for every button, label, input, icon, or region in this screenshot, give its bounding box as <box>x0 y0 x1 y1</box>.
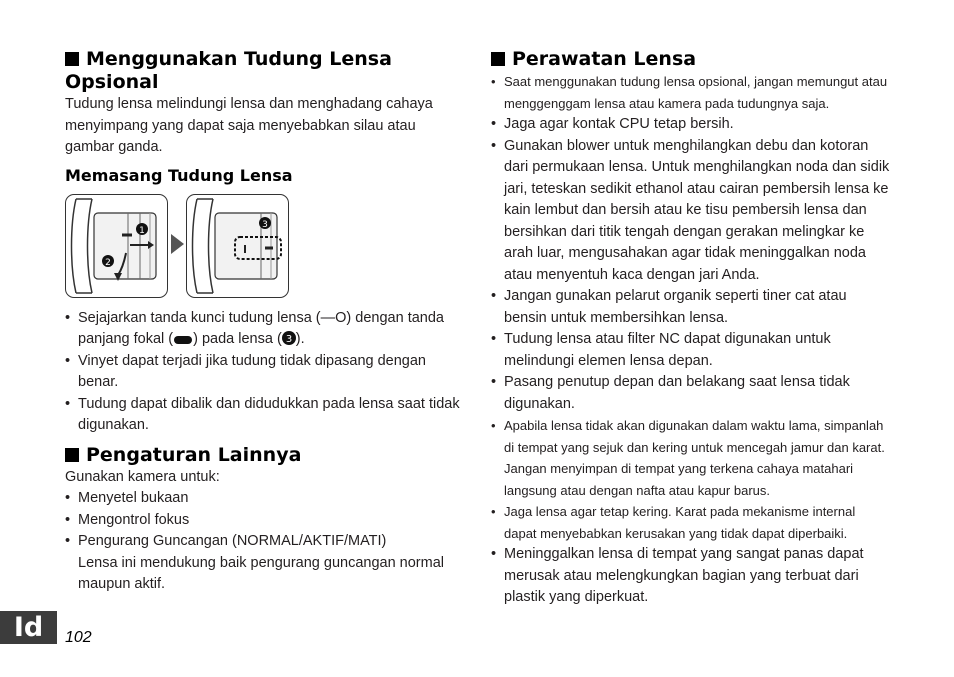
list-item: • Mengontrol fokus <box>65 510 460 532</box>
figure-step-align <box>65 194 168 298</box>
list-item: • Jaga agar kontak CPU tetap bersih. <box>491 114 891 136</box>
step-3-badge-icon <box>282 331 296 345</box>
list-item: • Sejajarkan tanda kunci tudung lensa (—O) dengan tanda panjang fokal ( ) pada lensa ( 3 ). <box>65 308 460 351</box>
step-number-1: 1 <box>139 225 145 236</box>
lens-hood-illustration-2 <box>187 195 288 297</box>
lens-hood-intro: Tudung lensa melindungi lensa dan menghadang cahaya menyimpang yang dapat saja menyebabkan silau atau gambar ganda. <box>65 96 433 155</box>
right-column <box>491 48 891 609</box>
square-bullet-icon <box>65 52 79 66</box>
list-item: • Vinyet dapat terjadi jika tudung tidak dipasang dengan benar. <box>65 351 460 394</box>
svg-text:3: 3 <box>285 334 292 345</box>
list-item: • Menyetel bukaan <box>65 488 460 510</box>
list-item: • Jaga lensa agar tetap kering. Karat pada mekanisme internal dapat menyebabkan kerusakan yang tidak dapat diperbaiki. <box>491 501 891 544</box>
section-title-other-settings: Pengaturan Lainnya <box>65 444 460 467</box>
hood-mount-mark-icon: —O <box>320 309 347 326</box>
list-item: • Gunakan blower untuk menghilangkan debu dan kotoran dari permukaan lensa. Untuk menghilangkan noda dan sidik jari, teteskan sedikit ethanol atau cairan pembersih lensa ke kain lembut dan bersih atau ke tisu pembersih lensa dan bersihkan dari titik tengah dengan gerakan melingkar ke arah luar, mengusahakan agar tidak meninggalkan noda atau menyentuh kaca dengan jari Anda. <box>491 136 891 287</box>
other-settings-list <box>65 488 460 596</box>
section-title-lens-care: Perawatan Lensa <box>491 48 891 71</box>
list-item: • Meninggalkan lensa di tempat yang sangat panas dapat merusak atau melengkungkan bagian yang terbuat dari plastik yang diperkuat. <box>491 544 891 609</box>
square-bullet-icon <box>65 448 79 462</box>
list-item: • Pasang penutup depan dan belakang saat lensa tidak digunakan. <box>491 372 891 415</box>
list-item: • Apabila lensa tidak akan digunakan dalam waktu lama, simpanlah di tempat yang sejuk dan kering untuk mencegah jamur dan karat. Jangan menyimpan di tempat yang terkena cahaya matahari langsung atau dengan nafta atau kapur barus. <box>491 415 891 501</box>
step-number-2: 2 <box>105 257 111 268</box>
left-column <box>65 48 460 596</box>
next-step-arrow-icon <box>171 234 184 254</box>
language-tab: Id <box>0 611 57 644</box>
vr-note: Lensa ini mendukung baik pengurang guncangan normal maupun aktif. <box>78 554 444 592</box>
subsection-title-attach-hood: Memasang Tudung Lensa <box>65 165 293 185</box>
page-number: 102 <box>65 629 92 646</box>
hood-bullets <box>65 308 460 437</box>
list-item: • Jangan gunakan pelarut organik seperti tiner cat atau bensin untuk membersihkan lensa. <box>491 286 891 329</box>
list-item: • Saat menggunakan tudung lensa opsional, jangan memungut atau menggenggam lensa atau kamera pada tudungnya saja. <box>491 71 891 114</box>
list-item: • Tudung dapat dibalik dan didudukkan pada lensa saat tidak digunakan. <box>65 394 460 437</box>
hood-attach-figure <box>65 194 460 302</box>
focal-length-mark-icon <box>173 335 193 345</box>
step-number-3: 3 <box>262 219 268 230</box>
list-item: • Tudung lensa atau filter NC dapat digunakan untuk melindungi elemen lensa depan. <box>491 329 891 372</box>
lens-care-list <box>491 71 891 609</box>
list-item: • Pengurang Guncangan (NORMAL/AKTIF/MATI) Lensa ini mendukung baik pengurang guncangan normal maupun aktif. <box>65 531 460 596</box>
figure-step-result <box>186 194 289 298</box>
other-settings-intro: Gunakan kamera untuk: <box>65 468 220 485</box>
section-title-lens-hood: Menggunakan Tudung Lensa Opsional <box>65 48 392 93</box>
square-bullet-icon <box>491 52 505 66</box>
lens-hood-illustration-1 <box>66 195 167 297</box>
